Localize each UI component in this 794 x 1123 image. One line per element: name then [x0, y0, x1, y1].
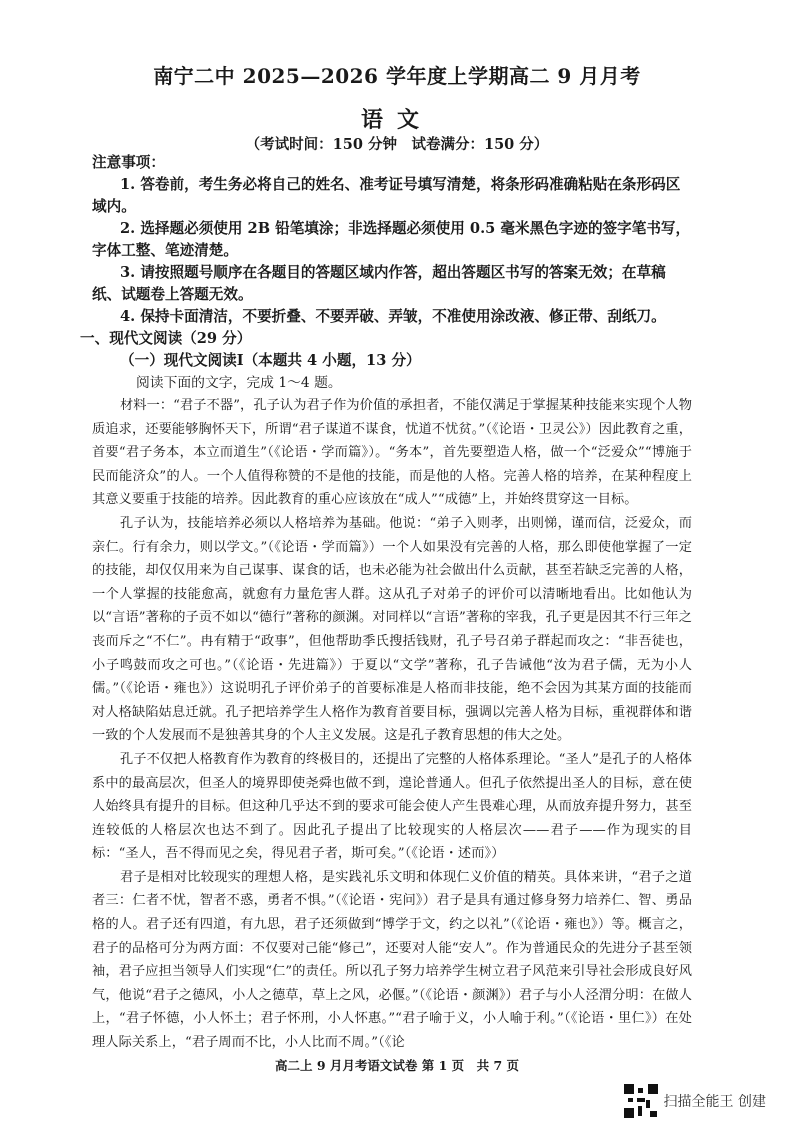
notice-item: 2. 选择题必须使用 2B 铅笔填涂；非选择题必须使用 0.5 毫米黑色字迹的签字笔书写，字体工整、笔迹清楚。: [92, 220, 691, 259]
passage-paragraph: 材料一：“君子不器”，孔子认为君子作为价值的承担者，不能仅满足于掌握某种技能来实现个人物质追求，还要能够胸怀天下，所谓“君子谋道不谋食，忧道不忧贫。”（《论语・卫灵公》）因此教育之重，首要“君子务本，本立而道生”（《论语・学而篇》）。“务本”，首先要塑造人格，做一个“泛爱众”“博施于民而能济众”的人。一个人值得称赞的不是他的技能，而是他的人格。完善人格的培养，在某种程度上其意义要重于技能的培养。因此教育的重心应该放在“成人”“成德”上，并始终贯穿这一目标。: [92, 398, 692, 508]
qr-code-icon: [624, 1084, 658, 1118]
reading-instruction: 阅读下面的文字，完成 1～4 题。: [136, 375, 342, 391]
passage-paragraph: 孔子不仅把人格教育作为教育的终极目的，还提出了完整的人格体系理论。“圣人”是孔子的人格体系中的最高层次，但圣人的境界即使尧舜也做不到，遑论普通人。但孔子依然提出圣人的目标，意在使人始终具有提升的目标。但这种几乎达不到的要求可能会使人产生畏难心理，从而放弃提升努力，甚至连较低的人格层次也达不到了。因此孔子提出了比较现实的人格层次——君子——作为现实的目标：“圣人，吾不得而见之矣，得见君子者，斯可矣。”（《论语・述而》）: [92, 751, 692, 862]
exam-title: 南宁二中 2025—2026 学年度上学期高二 9 月月考: [153, 64, 641, 88]
notice-heading: 注意事项：: [92, 154, 165, 171]
page-footer: 高二上 9 月月考语文试卷 第 1 页 共 7 页: [274, 1058, 520, 1073]
notice-item: 1. 答卷前，考生务必将自己的姓名、准考证号填写清楚，将条形码准确粘贴在条形码区域内。: [92, 176, 681, 215]
passage-paragraph: 孔子认为，技能培养必须以人格培养为基础。他说：“弟子入则孝，出则悌，谨而信，泛爱众，而亲仁。行有余力，则以学文。”（《论语・学而篇》）一个人如果没有完善的人格，那么即使他掌握了一定的技能，却仅仅用来为自己谋事、谋食的话，也未必能为社会做出什么贡献，甚至若缺乏完善的人格，一个人掌握的技能愈高，就愈有力量危害人群。这从孔子对弟子的评价可以清晰地看出。比如他认为以“言语”著称的子贡不如以“德行”著称的颜渊。对同样以“言语”著称的宰我，孔子更是因其不行三年之丧而斥之“不仁”。冉有精于“政事”，但他帮助季氏搜括钱财，孔子号召弟子群起而攻之：“非吾徒也，小子鸣鼓而攻之可也。”（《论语・先进篇》）于夏以“文学”著称，孔子告诫他“汝为君子儒，无为小人儒。”（《论语・雍也》）这说明孔子评价弟子的首要标准是人格而非技能，绝不会因为其某方面的技能而对人格缺陷姑息迁就。孔子把培养学生人格作为教育首要目标，强调以完善人格为目标，重视群体和谐一致的个人发展而不是独善其身的个人主义发展。这是孔子教育思想的伟大之处。: [92, 515, 692, 744]
exam-info: （考试时间：150 分钟 试卷满分：150 分）: [245, 136, 549, 153]
notice-item: 3. 请按照题号顺序在各题目的答题区域内作答，超出答题区书写的答案无效；在草稿纸、试题卷上答题无效。: [92, 264, 666, 303]
watermark-text: 扫描全能王 创建: [663, 1094, 766, 1110]
scanner-watermark: [624, 1084, 766, 1118]
subsection-heading: （一）现代文阅读Ⅰ（本题共 4 小题，13 分）: [120, 352, 421, 369]
subject-title: 语文: [360, 107, 433, 133]
passage-paragraph: 君子是相对比较现实的理想人格，是实践礼乐文明和体现仁义价值的精英。具体来讲，“君子之道者三：仁者不忧，智者不惑，勇者不惧。”（《论语・宪问》）君子是具有通过修身努力培养仁、智、勇品格的人。君子还有四道，有九思，君子还须做到“博学于文，约之以礼”（《论语・雍也》）等。概言之，君子的品格可分为两方面：不仅要对己能“修己”，还要对人能“安人”。作为普通民众的先进分子甚至领袖，君子应担当领导人们实现“仁”的责任。所以孔子努力培养学生树立君子风范来引导社会形成良好风气，他说“君子之德风，小人之德草，草上之风，必偃。”（《论语・颜渊》）君子与小人泾渭分明：在做人上，“君子怀德，小人怀土；君子怀刑，小人怀惠。”“君子喻于义，小人喻于利。”（《论语・里仁》）在处理人际关系上，“君子周而不比，小人比而不周。”（《论: [92, 869, 692, 1051]
section-heading: 一、现代文阅读（29 分）: [80, 330, 252, 347]
exam-body: [80, 152, 692, 1055]
notice-item: 4. 保持卡面清洁，不要折叠、不要弄破、弄皱，不准使用涂改液、修正带、刮纸刀。: [120, 308, 666, 325]
